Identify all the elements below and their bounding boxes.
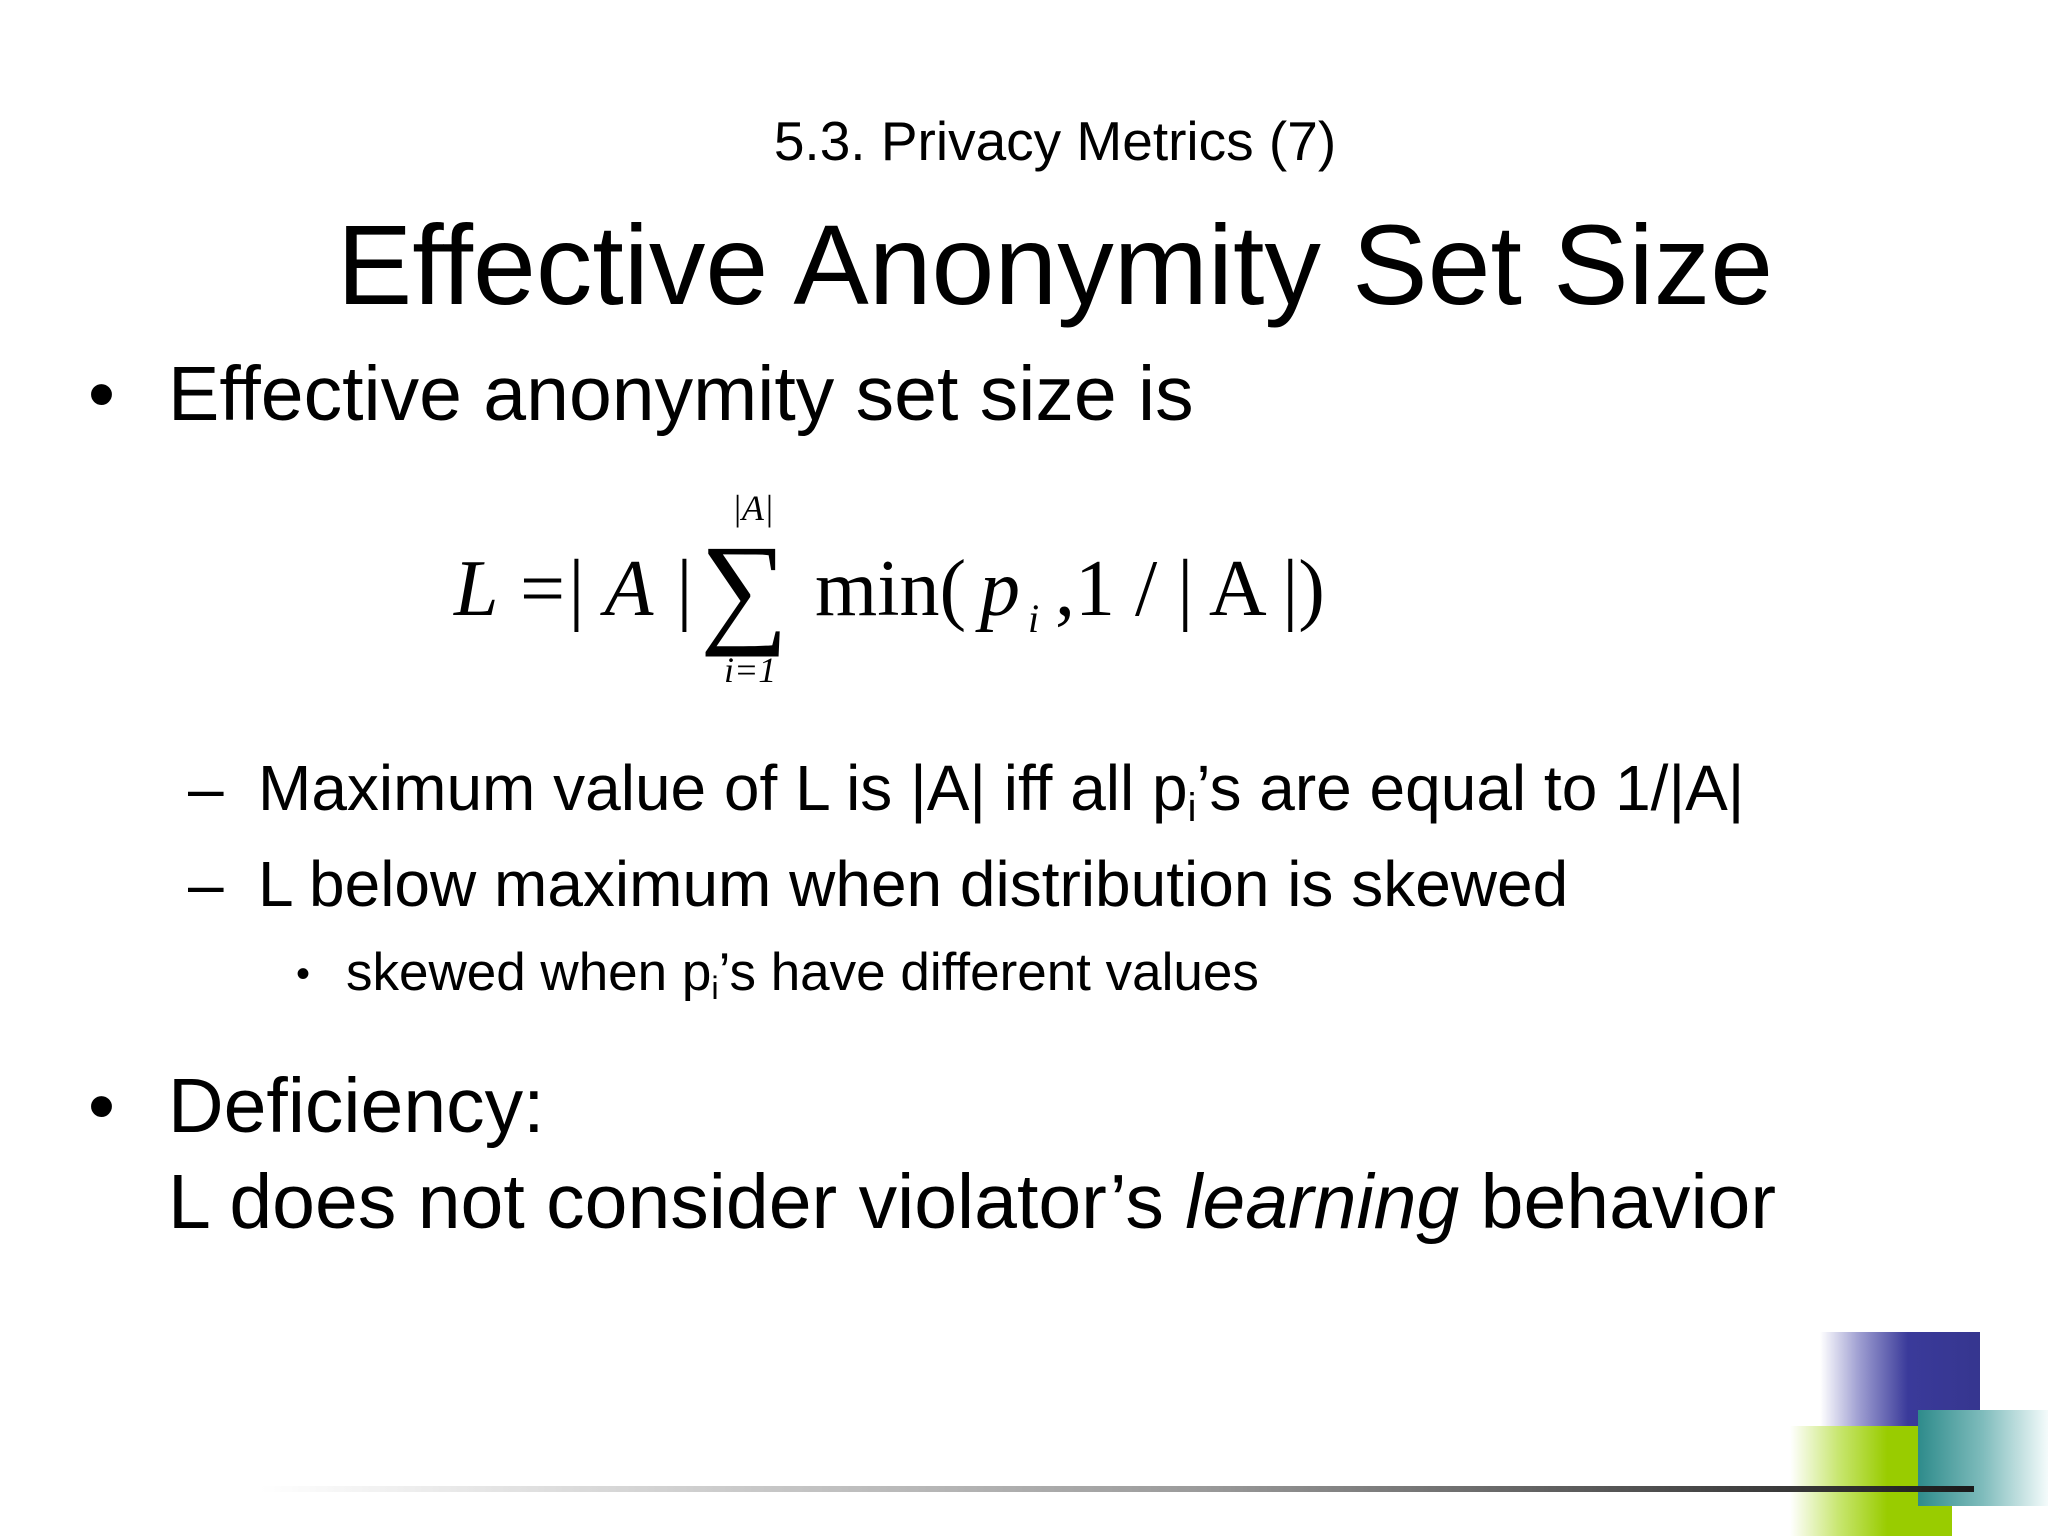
sub-bullet-maximum-subscript: i: [1187, 786, 1197, 831]
sub-bullet-maximum: [258, 746, 1744, 830]
dash-marker: –: [188, 848, 224, 920]
sub-bullet-maximum-after: ’s are equal to 1/|A|: [1196, 752, 1745, 824]
subsub-bullet-marker: •: [296, 952, 311, 996]
sub-bullet-below-maximum: L below maximum when distribution is skewed: [258, 848, 1569, 920]
bullet-marker: •: [88, 351, 115, 437]
deficiency-emphasis: learning: [1185, 1159, 1460, 1245]
formula-lhs: L: [454, 545, 499, 633]
dash-marker: –: [188, 752, 224, 824]
formula-sum-symbol: ∑: [700, 520, 789, 657]
bullet-effective-size: Effective anonymity set size is: [168, 351, 1194, 437]
subsub-bullet-skewed-subscript: i: [711, 969, 719, 1007]
deficiency-text-before: L does not consider violator’s: [168, 1159, 1186, 1245]
formula-p-subscript: i: [1028, 596, 1040, 641]
subsub-bullet-skewed: [346, 940, 1259, 1006]
formula-sum-lower: i=1: [724, 650, 777, 690]
formula-min: min(: [815, 545, 967, 633]
bullet-deficiency: Deficiency:: [168, 1063, 545, 1149]
formula-equals: =: [520, 545, 566, 633]
formula-svg: [430, 480, 1330, 700]
deficiency-text-after: behavior: [1459, 1159, 1777, 1245]
formula-p: p: [980, 545, 1020, 633]
sub-bullet-maximum-before: Maximum value of L is |A| iff all p: [258, 752, 1188, 824]
bullet-marker: •: [88, 1063, 115, 1149]
formula-sum-upper: |A|: [732, 488, 774, 528]
formula-card-a: | A |: [564, 545, 694, 633]
bullet-deficiency-detail: [168, 1154, 1776, 1250]
formula-rest: ,1 / | A |): [1055, 545, 1325, 633]
subsub-bullet-skewed-after: ’s have different values: [718, 943, 1259, 1002]
subsub-bullet-skewed-before: skewed when p: [346, 943, 712, 1002]
section-heading: 5.3. Privacy Metrics (7): [773, 110, 1337, 172]
decor-rule: [260, 1486, 1974, 1492]
formula-effective-anonymity: [430, 480, 1330, 700]
slide-title: Effective Anonymity Set Size: [336, 202, 1774, 328]
